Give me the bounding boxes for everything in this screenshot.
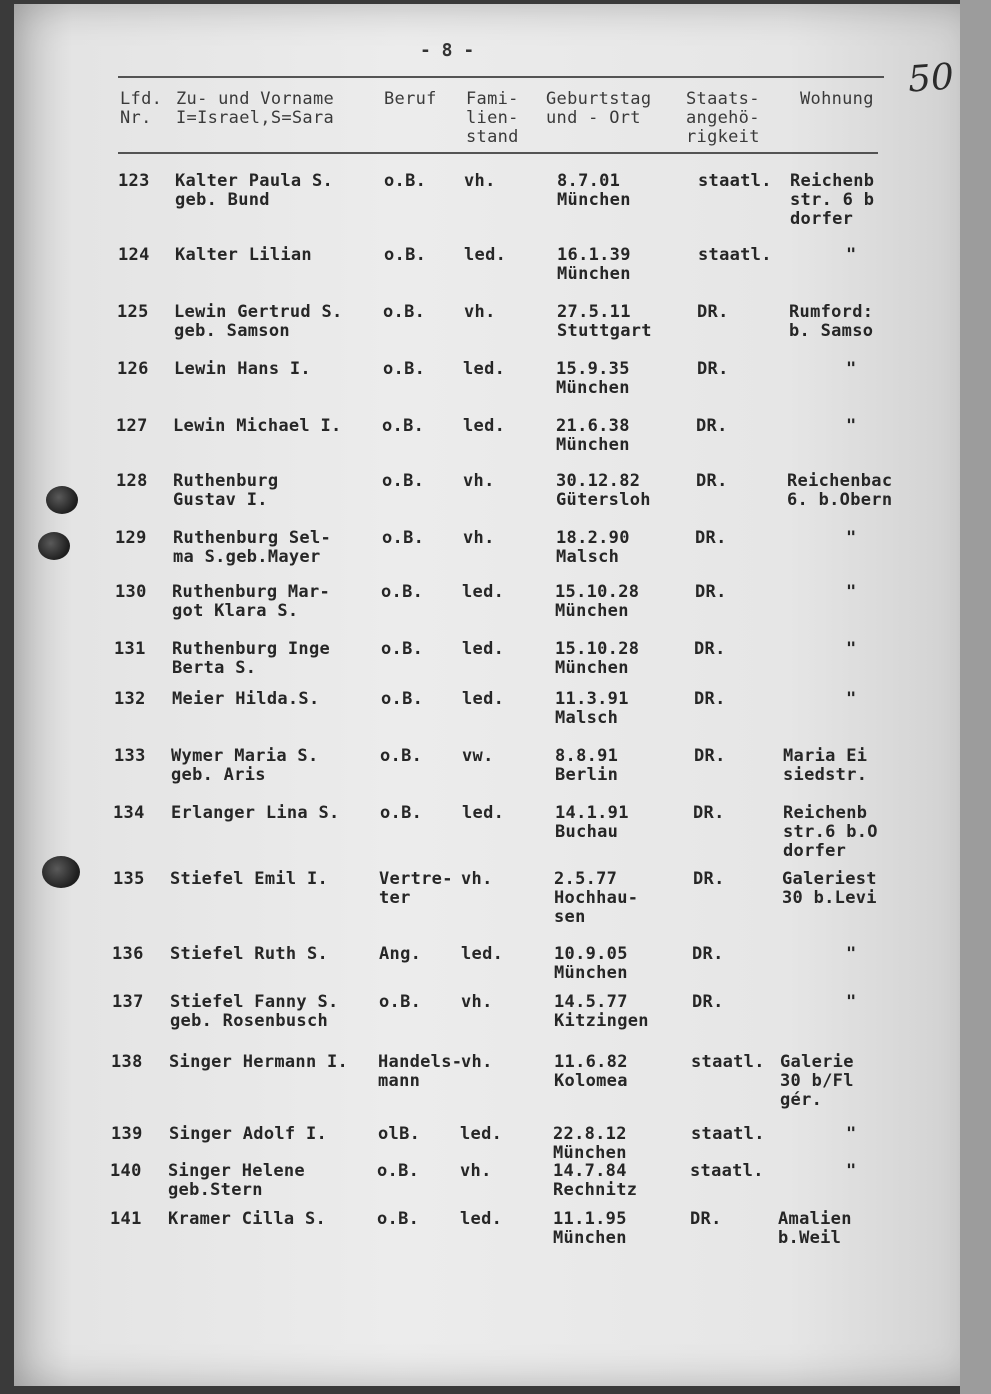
cell-geburt: 14.1.91 Buchau [555, 803, 629, 842]
cell-staat: DR. [697, 302, 729, 322]
cell-geburt: 2.5.77 Hochhau- sen [554, 869, 639, 927]
cell-familienstand: vh. [461, 1052, 493, 1072]
cell-familienstand: vh. [461, 869, 493, 889]
cell-beruf: olB. [378, 1124, 421, 1144]
cell-geburt: 14.5.77 Kitzingen [554, 992, 649, 1031]
header-staat: Staats- angehö- rigkeit [686, 89, 760, 147]
cell-beruf: o.B. [381, 639, 424, 659]
cell-nr: 123 [118, 171, 150, 191]
cell-beruf: o.B. [383, 302, 426, 322]
cell-wohnung: " [846, 583, 857, 602]
header-rule [118, 152, 878, 154]
cell-staat: staatl. [691, 1052, 765, 1072]
cell-name: Lewin Hans I. [174, 359, 311, 379]
cell-wohnung: Galerie 30 b/Fl gér. [780, 1053, 854, 1110]
cell-wohnung: " [846, 1162, 857, 1181]
cell-geburt: 11.3.91 Malsch [555, 689, 629, 728]
cell-familienstand: led. [460, 1209, 503, 1229]
cell-nr: 136 [112, 944, 144, 964]
cell-beruf: o.B. [382, 471, 425, 491]
cell-wohnung: " [846, 529, 857, 548]
cell-beruf: o.B. [383, 359, 426, 379]
cell-staat: DR. [692, 944, 724, 964]
page-number: - 8 - [420, 40, 475, 61]
cell-staat: staatl. [698, 245, 772, 265]
cell-name: Kramer Cilla S. [168, 1209, 327, 1229]
cell-name: Meier Hilda.S. [172, 689, 320, 709]
header-name: Zu- und Vorname I=Israel,S=Sara [176, 89, 335, 128]
cell-nr: 139 [111, 1124, 143, 1144]
cell-name: Ruthenburg Mar- got Klara S. [172, 582, 331, 621]
cell-wohnung: Rumford: b. Samso [789, 303, 874, 341]
cell-wohnung: " [846, 417, 857, 436]
cell-wohnung: Galeriest 30 b.Levi [782, 870, 877, 908]
cell-nr: 129 [115, 528, 147, 548]
cell-beruf: o.B. [380, 746, 423, 766]
cell-nr: 131 [114, 639, 146, 659]
cell-familienstand: led. [462, 639, 505, 659]
cell-nr: 134 [113, 803, 145, 823]
cell-staat: staatl. [698, 171, 772, 191]
cell-familienstand: led. [460, 1124, 503, 1144]
cell-geburt: 10.9.05 München [554, 944, 628, 983]
cell-familienstand: vh. [461, 992, 493, 1012]
cell-name: Singer Adolf I. [169, 1124, 328, 1144]
cell-beruf: Handels- mann [378, 1052, 463, 1091]
cell-geburt: 15.9.35 München [556, 359, 630, 398]
cell-nr: 124 [118, 245, 150, 265]
cell-name: Stiefel Ruth S. [170, 944, 329, 964]
header-wohnung: Wohnung [800, 89, 874, 109]
header-beruf: Beruf [384, 89, 437, 109]
cell-geburt: 30.12.82 Gütersloh [556, 471, 651, 510]
cell-nr: 125 [117, 302, 149, 322]
cell-wohnung: " [846, 640, 857, 659]
cell-beruf: o.B. [384, 171, 427, 191]
cell-nr: 133 [114, 746, 146, 766]
header-geburt: Geburtstag und - Ort [546, 89, 652, 128]
cell-staat: DR. [694, 746, 726, 766]
cell-staat: DR. [690, 1209, 722, 1229]
cell-staat: DR. [696, 471, 728, 491]
cell-beruf: o.B. [381, 689, 424, 709]
cell-familienstand: led. [463, 416, 506, 436]
cell-nr: 138 [111, 1052, 143, 1072]
cell-familienstand: vh. [464, 302, 496, 322]
cell-beruf: o.B. [384, 245, 427, 265]
cell-name: Lewin Gertrud S. geb. Samson [174, 302, 343, 341]
cell-nr: 135 [113, 869, 145, 889]
cell-wohnung: " [846, 360, 857, 379]
cell-name: Stiefel Emil I. [170, 869, 329, 889]
cell-wohnung: Reichenb str. 6 b dorfer [790, 172, 875, 229]
cell-staat: DR. [692, 992, 724, 1012]
cell-beruf: o.B. [380, 803, 423, 823]
header-nr: Lfd. Nr. [120, 89, 163, 128]
cell-name: Ruthenburg Gustav I. [173, 471, 279, 510]
cell-familienstand: vh. [460, 1161, 492, 1181]
cell-staat: DR. [696, 416, 728, 436]
cell-wohnung: " [846, 945, 857, 964]
cell-wohnung: " [846, 246, 857, 265]
cell-geburt: 8.7.01 München [557, 171, 631, 210]
cell-familienstand: led. [462, 582, 505, 602]
cell-nr: 132 [114, 689, 146, 709]
cell-staat: DR. [695, 582, 727, 602]
cell-name: Ruthenburg Inge Berta S. [172, 639, 331, 678]
cell-geburt: 11.6.82 Kolomea [554, 1052, 628, 1091]
cell-name: Wymer Maria S. geb. Aris [171, 746, 319, 785]
cell-nr: 137 [112, 992, 144, 1012]
cell-wohnung: " [846, 1125, 857, 1144]
cell-name: Ruthenburg Sel- ma S.geb.Mayer [173, 528, 332, 567]
cell-familienstand: led. [464, 245, 507, 265]
cell-geburt: 21.6.38 München [556, 416, 630, 455]
cell-nr: 140 [110, 1161, 142, 1181]
page-edge [960, 0, 991, 1394]
cell-beruf: o.B. [382, 528, 425, 548]
cell-familienstand: led. [461, 944, 504, 964]
cell-staat: DR. [695, 528, 727, 548]
cell-geburt: 16.1.39 München [557, 245, 631, 284]
cell-familienstand: led. [462, 689, 505, 709]
cell-geburt: 11.1.95 München [553, 1209, 627, 1248]
cell-wohnung: Reichenb str.6 b.O dorfer [783, 804, 878, 861]
cell-beruf: Vertre- ter [379, 869, 453, 908]
cell-staat: staatl. [690, 1161, 764, 1181]
cell-geburt: 22.8.12 München [553, 1124, 627, 1163]
cell-geburt: 15.10.28 München [555, 639, 640, 678]
cell-name: Kalter Paula S. geb. Bund [175, 171, 334, 210]
cell-staat: staatl. [691, 1124, 765, 1144]
cell-wohnung: " [846, 690, 857, 709]
cell-name: Singer Hermann I. [169, 1052, 349, 1072]
cell-familienstand: vw. [462, 746, 494, 766]
cell-wohnung: Reichenbac 6. b.Obern [787, 472, 893, 510]
top-rule [118, 76, 884, 78]
cell-familienstand: led. [462, 803, 505, 823]
cell-beruf: o.B. [381, 582, 424, 602]
cell-wohnung: Maria Ei siedstr. [783, 747, 868, 785]
cell-beruf: o.B. [377, 1209, 420, 1229]
cell-beruf: o.B. [379, 992, 422, 1012]
header-familienstand: Fami- lien- stand [466, 89, 519, 147]
cell-geburt: 27.5.11 Stuttgart [557, 302, 652, 341]
cell-beruf: o.B. [382, 416, 425, 436]
punch-hole-1 [46, 486, 78, 514]
cell-geburt: 8.8.91 Berlin [555, 746, 619, 785]
cell-name: Erlanger Lina S. [171, 803, 340, 823]
cell-name: Kalter Lilian [175, 245, 312, 265]
cell-nr: 141 [110, 1209, 142, 1229]
cell-wohnung: " [846, 993, 857, 1012]
cell-staat: DR. [693, 869, 725, 889]
cell-nr: 126 [117, 359, 149, 379]
cell-familienstand: vh. [463, 471, 495, 491]
cell-beruf: Ang. [379, 944, 422, 964]
cell-name: Singer Helene geb.Stern [168, 1161, 305, 1200]
cell-nr: 130 [115, 582, 147, 602]
cell-familienstand: led. [463, 359, 506, 379]
handwritten-page-mark: 50 [906, 56, 956, 101]
cell-geburt: 14.7.84 Rechnitz [553, 1161, 638, 1200]
cell-staat: DR. [694, 689, 726, 709]
punch-hole-3 [42, 856, 80, 888]
cell-name: Stiefel Fanny S. geb. Rosenbusch [170, 992, 339, 1031]
cell-nr: 128 [116, 471, 148, 491]
cell-beruf: o.B. [377, 1161, 420, 1181]
cell-geburt: 15.10.28 München [555, 582, 640, 621]
cell-familienstand: vh. [464, 171, 496, 191]
cell-familienstand: vh. [463, 528, 495, 548]
cell-staat: DR. [697, 359, 729, 379]
cell-staat: DR. [693, 803, 725, 823]
cell-name: Lewin Michael I. [173, 416, 342, 436]
punch-hole-2 [38, 532, 70, 560]
cell-nr: 127 [116, 416, 148, 436]
cell-geburt: 18.2.90 Malsch [556, 528, 630, 567]
cell-staat: DR. [694, 639, 726, 659]
cell-wohnung: Amalien b.Weil [778, 1210, 852, 1248]
